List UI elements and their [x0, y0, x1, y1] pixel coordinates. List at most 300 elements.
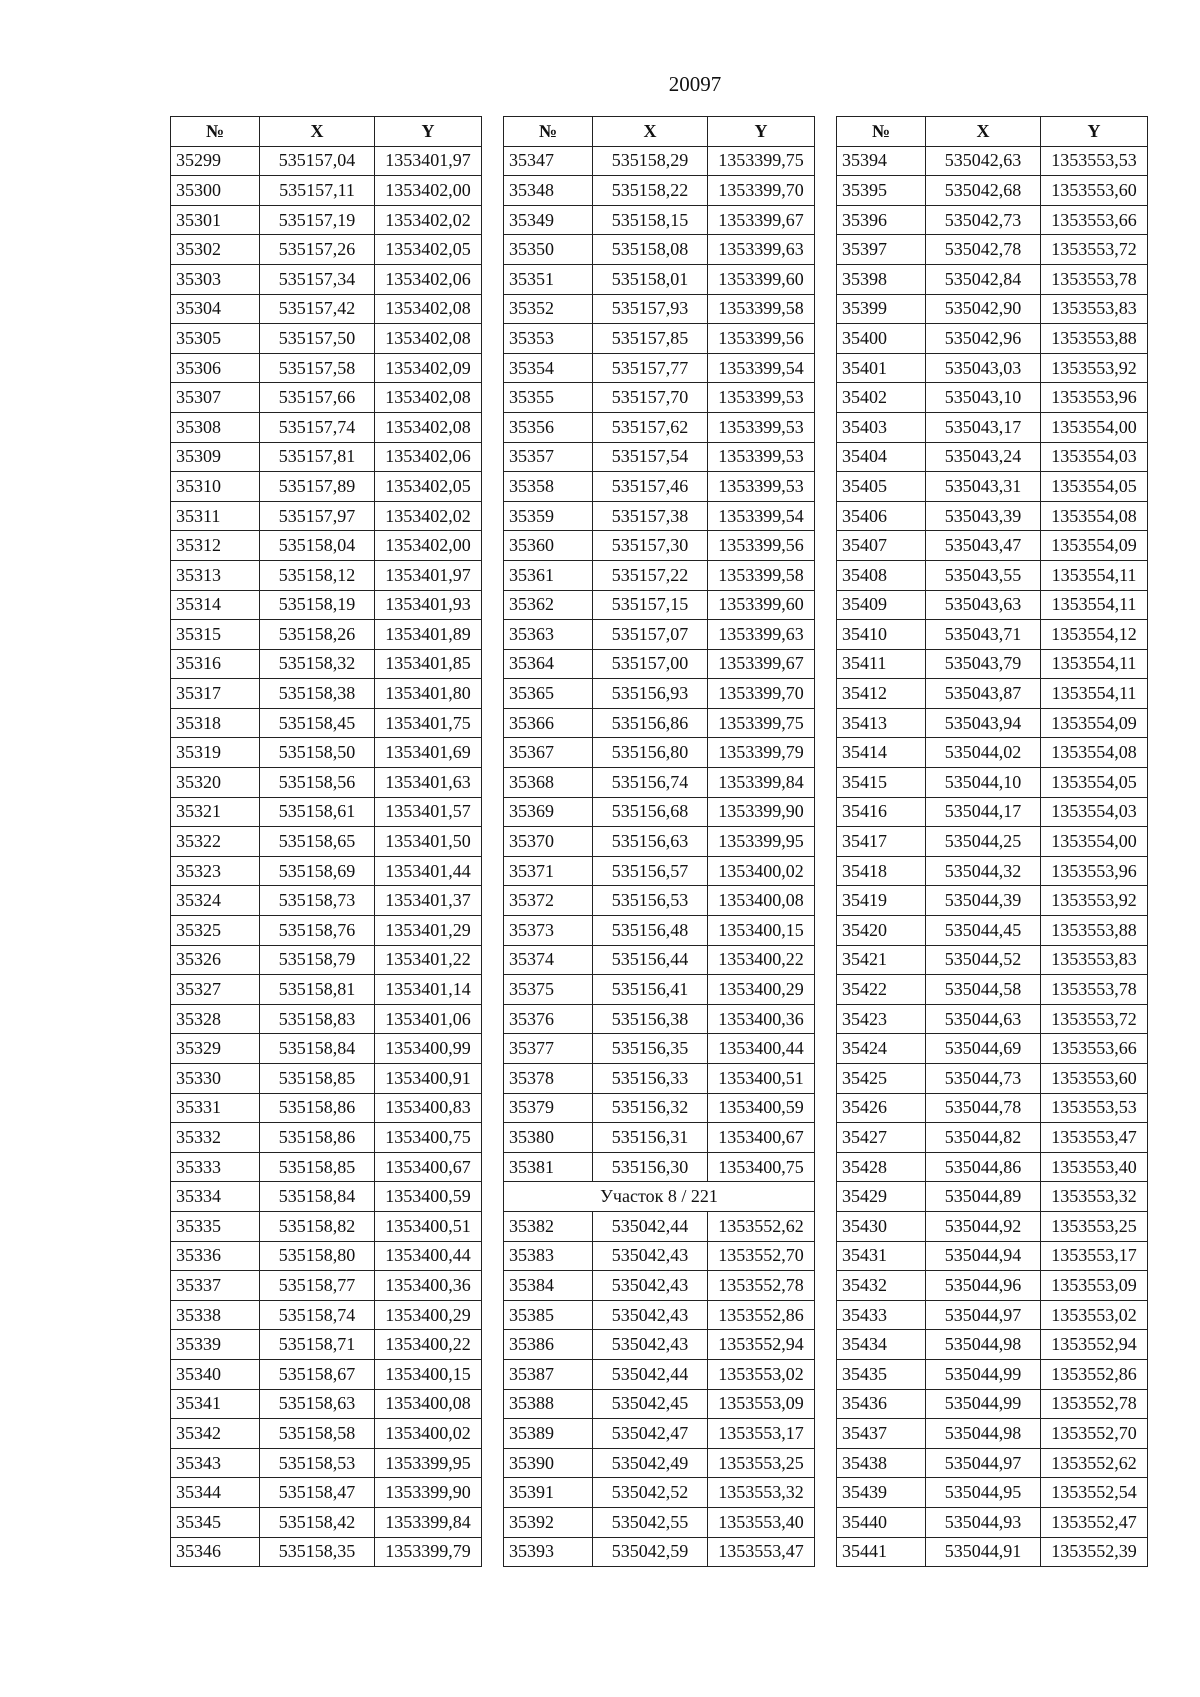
y-coordinate-cell: 1353399,58: [708, 294, 815, 324]
point-number-cell: 35425: [837, 1064, 926, 1094]
x-coordinate-cell: 535158,84: [260, 1034, 375, 1064]
y-coordinate-cell: 1353554,11: [1041, 679, 1148, 709]
x-coordinate-cell: 535042,96: [926, 324, 1041, 354]
y-coordinate-cell: 1353554,12: [1041, 620, 1148, 650]
x-coordinate-cell: 535042,45: [593, 1389, 708, 1419]
point-number-cell: 35319: [171, 738, 260, 768]
y-coordinate-cell: 1353399,53: [708, 412, 815, 442]
point-number-cell: 35408: [837, 560, 926, 590]
table-row: [837, 1389, 1148, 1419]
point-number-cell: 35396: [837, 205, 926, 235]
table-row: [837, 531, 1148, 561]
table-row: [171, 975, 482, 1005]
y-coordinate-cell: 1353400,59: [708, 1093, 815, 1123]
y-coordinate-cell: 1353400,91: [375, 1064, 482, 1094]
y-coordinate-cell: 1353554,05: [1041, 472, 1148, 502]
x-coordinate-cell: 535158,67: [260, 1359, 375, 1389]
point-number-cell: 35379: [504, 1093, 593, 1123]
table-row: [171, 264, 482, 294]
table-row: [504, 1123, 815, 1153]
x-coordinate-cell: 535158,73: [260, 886, 375, 916]
x-coordinate-cell: 535157,89: [260, 472, 375, 502]
x-coordinate-cell: 535156,68: [593, 797, 708, 827]
point-number-cell: 35301: [171, 205, 260, 235]
x-coordinate-cell: 535157,62: [593, 412, 708, 442]
point-number-cell: 35428: [837, 1152, 926, 1182]
table-row: [837, 1478, 1148, 1508]
x-coordinate-cell: 535158,86: [260, 1123, 375, 1153]
table-row: [171, 1064, 482, 1094]
y-coordinate-cell: 1353554,11: [1041, 560, 1148, 590]
x-coordinate-cell: 535157,00: [593, 649, 708, 679]
y-coordinate-cell: 1353399,70: [708, 176, 815, 206]
y-coordinate-cell: 1353400,44: [375, 1241, 482, 1271]
x-coordinate-cell: 535157,74: [260, 412, 375, 442]
table-row: [504, 1478, 815, 1508]
point-number-cell: 35386: [504, 1330, 593, 1360]
x-coordinate-cell: 535158,80: [260, 1241, 375, 1271]
table-row: [837, 205, 1148, 235]
y-coordinate-cell: 1353553,09: [1041, 1271, 1148, 1301]
point-number-cell: 35305: [171, 324, 260, 354]
table-row: [504, 1093, 815, 1123]
y-coordinate-cell: 1353400,15: [708, 916, 815, 946]
x-coordinate-cell: 535156,93: [593, 679, 708, 709]
x-coordinate-cell: 535158,35: [260, 1537, 375, 1567]
y-coordinate-cell: 1353401,57: [375, 797, 482, 827]
table-row: [837, 916, 1148, 946]
table-row: [837, 560, 1148, 590]
point-number-cell: 35434: [837, 1330, 926, 1360]
y-coordinate-cell: 1353401,29: [375, 916, 482, 946]
y-coordinate-cell: 1353401,93: [375, 590, 482, 620]
table-row: [171, 235, 482, 265]
y-coordinate-cell: 1353399,63: [708, 235, 815, 265]
point-number-cell: 35342: [171, 1419, 260, 1449]
x-coordinate-cell: 535158,29: [593, 146, 708, 176]
x-coordinate-cell: 535042,47: [593, 1419, 708, 1449]
y-coordinate-cell: 1353553,66: [1041, 1034, 1148, 1064]
y-coordinate-cell: 1353553,92: [1041, 353, 1148, 383]
x-coordinate-cell: 535158,15: [593, 205, 708, 235]
y-coordinate-cell: 1353400,75: [708, 1152, 815, 1182]
x-coordinate-cell: 535158,76: [260, 916, 375, 946]
y-coordinate-cell: 1353399,84: [375, 1507, 482, 1537]
y-coordinate-cell: 1353400,51: [708, 1064, 815, 1094]
y-coordinate-cell: 1353553,83: [1041, 294, 1148, 324]
x-coordinate-cell: 535157,22: [593, 560, 708, 590]
point-number-cell: 35424: [837, 1034, 926, 1064]
y-coordinate-cell: 1353400,44: [708, 1034, 815, 1064]
y-coordinate-cell: 1353400,02: [375, 1419, 482, 1449]
table-row: [171, 294, 482, 324]
point-number-cell: 35407: [837, 531, 926, 561]
x-coordinate-cell: 535156,32: [593, 1093, 708, 1123]
point-number-cell: 35339: [171, 1330, 260, 1360]
table-row: [837, 1093, 1148, 1123]
x-coordinate-cell: 535044,98: [926, 1330, 1041, 1360]
x-coordinate-cell: 535043,10: [926, 383, 1041, 413]
y-coordinate-cell: 1353399,54: [708, 501, 815, 531]
y-coordinate-cell: 1353553,78: [1041, 264, 1148, 294]
point-number-cell: 35321: [171, 797, 260, 827]
x-coordinate-cell: 535042,43: [593, 1300, 708, 1330]
x-coordinate-cell: 535043,39: [926, 501, 1041, 531]
x-coordinate-cell: 535157,85: [593, 324, 708, 354]
x-coordinate-cell: 535158,77: [260, 1271, 375, 1301]
y-coordinate-cell: 1353399,90: [375, 1478, 482, 1508]
table-row: [504, 501, 815, 531]
point-number-cell: 35331: [171, 1093, 260, 1123]
table-row: [504, 797, 815, 827]
table-row: [171, 1241, 482, 1271]
x-coordinate-cell: 535158,81: [260, 975, 375, 1005]
point-number-cell: 35304: [171, 294, 260, 324]
point-number-cell: 35388: [504, 1389, 593, 1419]
y-coordinate-cell: 1353400,08: [708, 886, 815, 916]
y-coordinate-cell: 1353553,92: [1041, 886, 1148, 916]
point-number-cell: 35364: [504, 649, 593, 679]
table-row: [837, 1123, 1148, 1153]
table-row: [504, 1300, 815, 1330]
table-row: [504, 1004, 815, 1034]
column-header-y: Y: [708, 117, 815, 147]
point-number-cell: 35436: [837, 1389, 926, 1419]
point-number-cell: 35365: [504, 679, 593, 709]
y-coordinate-cell: 1353552,62: [708, 1211, 815, 1241]
y-coordinate-cell: 1353553,47: [1041, 1123, 1148, 1153]
point-number-cell: 35390: [504, 1448, 593, 1478]
point-number-cell: 35333: [171, 1152, 260, 1182]
point-number-cell: 35315: [171, 620, 260, 650]
table-row: [171, 1478, 482, 1508]
y-coordinate-cell: 1353553,53: [1041, 1093, 1148, 1123]
table-row: [837, 738, 1148, 768]
x-coordinate-cell: 535044,78: [926, 1093, 1041, 1123]
point-number-cell: 35430: [837, 1211, 926, 1241]
point-number-cell: 35433: [837, 1300, 926, 1330]
y-coordinate-cell: 1353400,36: [708, 1004, 815, 1034]
x-coordinate-cell: 535157,46: [593, 472, 708, 502]
y-coordinate-cell: 1353554,05: [1041, 768, 1148, 798]
header-row: [171, 117, 482, 147]
x-coordinate-cell: 535158,22: [593, 176, 708, 206]
point-number-cell: 35372: [504, 886, 593, 916]
x-coordinate-cell: 535044,69: [926, 1034, 1041, 1064]
y-coordinate-cell: 1353402,09: [375, 353, 482, 383]
table-row: [837, 1241, 1148, 1271]
point-number-cell: 35299: [171, 146, 260, 176]
x-coordinate-cell: 535158,53: [260, 1448, 375, 1478]
x-coordinate-cell: 535157,50: [260, 324, 375, 354]
y-coordinate-cell: 1353399,75: [708, 708, 815, 738]
table-row: [837, 1064, 1148, 1094]
table-row: [837, 472, 1148, 502]
table-row: [837, 1419, 1148, 1449]
point-number-cell: 35380: [504, 1123, 593, 1153]
point-number-cell: 35348: [504, 176, 593, 206]
y-coordinate-cell: 1353554,11: [1041, 590, 1148, 620]
point-number-cell: 35359: [504, 501, 593, 531]
y-coordinate-cell: 1353400,36: [375, 1271, 482, 1301]
y-coordinate-cell: 1353399,60: [708, 590, 815, 620]
x-coordinate-cell: 535043,55: [926, 560, 1041, 590]
point-number-cell: 35439: [837, 1478, 926, 1508]
table-row: [837, 1152, 1148, 1182]
point-number-cell: 35326: [171, 945, 260, 975]
y-coordinate-cell: 1353553,32: [708, 1478, 815, 1508]
table-row: [504, 1241, 815, 1271]
x-coordinate-cell: 535042,90: [926, 294, 1041, 324]
table-row: [171, 472, 482, 502]
table-row: [504, 1507, 815, 1537]
column-header-y: Y: [375, 117, 482, 147]
point-number-cell: 35435: [837, 1359, 926, 1389]
table-row: [171, 146, 482, 176]
table-row: [171, 1389, 482, 1419]
point-number-cell: 35400: [837, 324, 926, 354]
table-row: [837, 1448, 1148, 1478]
point-number-cell: 35336: [171, 1241, 260, 1271]
point-number-cell: 35395: [837, 176, 926, 206]
table-row: [504, 708, 815, 738]
table-row: [171, 501, 482, 531]
page-number: 20097: [668, 72, 722, 96]
x-coordinate-cell: 535158,47: [260, 1478, 375, 1508]
table-row: [171, 1448, 482, 1478]
x-coordinate-cell: 535158,84: [260, 1182, 375, 1212]
point-number-cell: 35337: [171, 1271, 260, 1301]
table-row: [171, 945, 482, 975]
y-coordinate-cell: 1353400,83: [375, 1093, 482, 1123]
y-coordinate-cell: 1353552,86: [1041, 1359, 1148, 1389]
table-row: [837, 1507, 1148, 1537]
point-number-cell: 35355: [504, 383, 593, 413]
y-coordinate-cell: 1353552,39: [1041, 1537, 1148, 1567]
point-number-cell: 35358: [504, 472, 593, 502]
point-number-cell: 35341: [171, 1389, 260, 1419]
point-number-cell: 35340: [171, 1359, 260, 1389]
table-row: [837, 264, 1148, 294]
y-coordinate-cell: 1353399,67: [708, 649, 815, 679]
table-row: [504, 560, 815, 590]
x-coordinate-cell: 535044,02: [926, 738, 1041, 768]
table-row: [171, 205, 482, 235]
point-number-cell: 35416: [837, 797, 926, 827]
x-coordinate-cell: 535158,26: [260, 620, 375, 650]
y-coordinate-cell: 1353401,06: [375, 1004, 482, 1034]
table-row: [171, 353, 482, 383]
y-coordinate-cell: 1353401,63: [375, 768, 482, 798]
y-coordinate-cell: 1353553,25: [1041, 1211, 1148, 1241]
table-row: [504, 1330, 815, 1360]
x-coordinate-cell: 535042,68: [926, 176, 1041, 206]
x-coordinate-cell: 535158,01: [593, 264, 708, 294]
x-coordinate-cell: 535043,03: [926, 353, 1041, 383]
table-row: [837, 353, 1148, 383]
x-coordinate-cell: 535044,94: [926, 1241, 1041, 1271]
x-coordinate-cell: 535156,38: [593, 1004, 708, 1034]
x-coordinate-cell: 535043,94: [926, 708, 1041, 738]
point-number-cell: 35383: [504, 1241, 593, 1271]
table-row: [504, 886, 815, 916]
y-coordinate-cell: 1353401,69: [375, 738, 482, 768]
point-number-cell: 35350: [504, 235, 593, 265]
y-coordinate-cell: 1353554,09: [1041, 708, 1148, 738]
y-coordinate-cell: 1353401,89: [375, 620, 482, 650]
point-number-cell: 35393: [504, 1537, 593, 1567]
table-row: [837, 708, 1148, 738]
y-coordinate-cell: 1353399,58: [708, 560, 815, 590]
y-coordinate-cell: 1353553,17: [1041, 1241, 1148, 1271]
y-coordinate-cell: 1353399,90: [708, 797, 815, 827]
point-number-cell: 35401: [837, 353, 926, 383]
table-row: [504, 1389, 815, 1419]
x-coordinate-cell: 535044,97: [926, 1300, 1041, 1330]
point-number-cell: 35440: [837, 1507, 926, 1537]
y-coordinate-cell: 1353553,47: [708, 1537, 815, 1567]
x-coordinate-cell: 535158,85: [260, 1152, 375, 1182]
y-coordinate-cell: 1353399,84: [708, 768, 815, 798]
y-coordinate-cell: 1353554,08: [1041, 501, 1148, 531]
x-coordinate-cell: 535044,89: [926, 1182, 1041, 1212]
table-row: [171, 1507, 482, 1537]
x-coordinate-cell: 535042,59: [593, 1537, 708, 1567]
table-row: [504, 1448, 815, 1478]
point-number-cell: 35385: [504, 1300, 593, 1330]
y-coordinate-cell: 1353554,00: [1041, 827, 1148, 857]
column-header-x: X: [926, 117, 1041, 147]
x-coordinate-cell: 535158,79: [260, 945, 375, 975]
column-header-number: №: [171, 117, 260, 147]
y-coordinate-cell: 1353399,79: [375, 1537, 482, 1567]
table-row: [504, 945, 815, 975]
x-coordinate-cell: 535042,43: [593, 1241, 708, 1271]
y-coordinate-cell: 1353399,53: [708, 383, 815, 413]
x-coordinate-cell: 535157,97: [260, 501, 375, 531]
x-coordinate-cell: 535157,81: [260, 442, 375, 472]
y-coordinate-cell: 1353400,99: [375, 1034, 482, 1064]
y-coordinate-cell: 1353400,67: [375, 1152, 482, 1182]
point-number-cell: 35356: [504, 412, 593, 442]
point-number-cell: 35399: [837, 294, 926, 324]
table-row: [504, 1537, 815, 1567]
y-coordinate-cell: 1353402,08: [375, 412, 482, 442]
y-coordinate-cell: 1353401,80: [375, 679, 482, 709]
point-number-cell: 35384: [504, 1271, 593, 1301]
point-number-cell: 35306: [171, 353, 260, 383]
x-coordinate-cell: 535158,83: [260, 1004, 375, 1034]
point-number-cell: 35344: [171, 1478, 260, 1508]
point-number-cell: 35323: [171, 856, 260, 886]
y-coordinate-cell: 1353399,67: [708, 205, 815, 235]
column-header-number: №: [837, 117, 926, 147]
table-row: [171, 176, 482, 206]
y-coordinate-cell: 1353402,05: [375, 235, 482, 265]
point-number-cell: 35404: [837, 442, 926, 472]
x-coordinate-cell: 535042,52: [593, 1478, 708, 1508]
x-coordinate-cell: 535156,33: [593, 1064, 708, 1094]
table-row: [171, 708, 482, 738]
point-number-cell: 35438: [837, 1448, 926, 1478]
table-row: [171, 1419, 482, 1449]
point-number-cell: 35327: [171, 975, 260, 1005]
point-number-cell: 35415: [837, 768, 926, 798]
x-coordinate-cell: 535044,93: [926, 1507, 1041, 1537]
point-number-cell: 35398: [837, 264, 926, 294]
x-coordinate-cell: 535043,17: [926, 412, 1041, 442]
table-row: [837, 856, 1148, 886]
x-coordinate-cell: 535156,31: [593, 1123, 708, 1153]
x-coordinate-cell: 535044,10: [926, 768, 1041, 798]
x-coordinate-cell: 535043,87: [926, 679, 1041, 709]
y-coordinate-cell: 1353402,00: [375, 531, 482, 561]
point-number-cell: 35431: [837, 1241, 926, 1271]
y-coordinate-cell: 1353399,53: [708, 472, 815, 502]
point-number-cell: 35371: [504, 856, 593, 886]
point-number-cell: 35429: [837, 1182, 926, 1212]
y-coordinate-cell: 1353553,72: [1041, 1004, 1148, 1034]
y-coordinate-cell: 1353402,00: [375, 176, 482, 206]
point-number-cell: 35314: [171, 590, 260, 620]
y-coordinate-cell: 1353554,03: [1041, 797, 1148, 827]
table-row: [171, 324, 482, 354]
point-number-cell: 35418: [837, 856, 926, 886]
x-coordinate-cell: 535158,12: [260, 560, 375, 590]
y-coordinate-cell: 1353553,53: [1041, 146, 1148, 176]
x-coordinate-cell: 535043,71: [926, 620, 1041, 650]
y-coordinate-cell: 1353400,29: [375, 1300, 482, 1330]
y-coordinate-cell: 1353553,40: [1041, 1152, 1148, 1182]
table-row: [171, 679, 482, 709]
point-number-cell: 35397: [837, 235, 926, 265]
point-number-cell: 35324: [171, 886, 260, 916]
x-coordinate-cell: 535044,95: [926, 1478, 1041, 1508]
table-row: [171, 442, 482, 472]
x-coordinate-cell: 535158,74: [260, 1300, 375, 1330]
point-number-cell: 35325: [171, 916, 260, 946]
x-coordinate-cell: 535158,65: [260, 827, 375, 857]
y-coordinate-cell: 1353553,02: [1041, 1300, 1148, 1330]
point-number-cell: 35392: [504, 1507, 593, 1537]
y-coordinate-cell: 1353401,97: [375, 146, 482, 176]
y-coordinate-cell: 1353554,08: [1041, 738, 1148, 768]
table-row: [171, 383, 482, 413]
table-row: [504, 324, 815, 354]
x-coordinate-cell: 535157,54: [593, 442, 708, 472]
table-row: [171, 1271, 482, 1301]
x-coordinate-cell: 535157,07: [593, 620, 708, 650]
table-row: [171, 1123, 482, 1153]
x-coordinate-cell: 535044,32: [926, 856, 1041, 886]
table-row: [504, 531, 815, 561]
point-number-cell: 35410: [837, 620, 926, 650]
x-coordinate-cell: 535158,45: [260, 708, 375, 738]
table-row: [504, 1211, 815, 1241]
x-coordinate-cell: 535042,49: [593, 1448, 708, 1478]
point-number-cell: 35351: [504, 264, 593, 294]
y-coordinate-cell: 1353399,75: [708, 146, 815, 176]
y-coordinate-cell: 1353401,37: [375, 886, 482, 916]
point-number-cell: 35347: [504, 146, 593, 176]
coordinates-table-1: [170, 116, 482, 1567]
table-row: [171, 886, 482, 916]
point-number-cell: 35412: [837, 679, 926, 709]
header-row: [837, 117, 1148, 147]
point-number-cell: 35421: [837, 945, 926, 975]
x-coordinate-cell: 535044,86: [926, 1152, 1041, 1182]
table-row: [504, 975, 815, 1005]
